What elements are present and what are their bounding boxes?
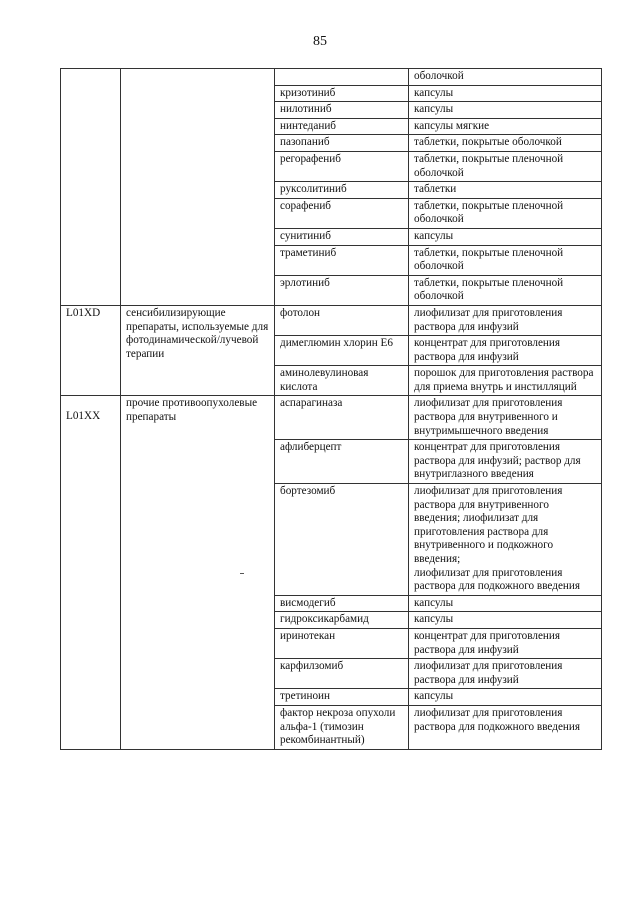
dosage-form-cell: лиофилизат для приготовления раствора для инфузий bbox=[409, 659, 602, 689]
drug-name-cell: фотолон bbox=[275, 305, 409, 335]
drug-name-cell: кризотиниб bbox=[275, 85, 409, 102]
drug-name-cell: иринотекан bbox=[275, 628, 409, 658]
dosage-form-cell: таблетки, покрытые пленочной оболочкой bbox=[409, 275, 602, 305]
dosage-form-cell: капсулы bbox=[409, 228, 602, 245]
group-title-cell: прочие противоопухолевые препараты bbox=[121, 396, 275, 749]
dosage-form-cell: таблетки, покрытые пленочной оболочкой bbox=[409, 151, 602, 181]
dosage-form-cell: капсулы bbox=[409, 595, 602, 612]
drug-name-cell: траметиниб bbox=[275, 245, 409, 275]
drug-name-cell: афлиберцепт bbox=[275, 440, 409, 484]
dosage-form-cell: концентрат для приготовления раствора для инфузий; раствор для внутриглазного введения bbox=[409, 440, 602, 484]
dosage-form-cell: лиофилизат для приготовления раствора для внутривенного и внутримышечного введения bbox=[409, 396, 602, 440]
drug-name-cell: эрлотиниб bbox=[275, 275, 409, 305]
dosage-form-cell bbox=[409, 484, 602, 596]
dosage-form-cell: капсулы bbox=[409, 689, 602, 706]
dosage-form-cell: таблетки bbox=[409, 182, 602, 199]
drug-name-cell: аспарагиназа bbox=[275, 396, 409, 440]
dosage-form-cell: лиофилизат для приготовления раствора для инфузий bbox=[409, 305, 602, 335]
dosage-form-cell: концентрат для приготовления раствора для инфузий bbox=[409, 336, 602, 366]
drug-name-cell: висмодегиб bbox=[275, 595, 409, 612]
table-row bbox=[61, 305, 602, 335]
drug-name-cell: сунитиниб bbox=[275, 228, 409, 245]
drug-name-cell: пазопаниб bbox=[275, 135, 409, 152]
dosage-form-cell: капсулы мягкие bbox=[409, 118, 602, 135]
drug-name-cell: третиноин bbox=[275, 689, 409, 706]
dosage-form-cell: лиофилизат для приготовления раствора для подкожного введения bbox=[409, 705, 602, 749]
drug-name-cell: нинтеданиб bbox=[275, 118, 409, 135]
scan-mark bbox=[240, 573, 244, 574]
atc-code-cell: L01XD bbox=[61, 305, 121, 396]
atc-code-text: L01XX bbox=[66, 410, 101, 423]
drug-name-cell bbox=[275, 69, 409, 86]
dosage-form-cell: капсулы bbox=[409, 102, 602, 119]
group-title-cell: сенсибилизирующие препараты, используемые для фотодинамической/лучевой терапии bbox=[121, 305, 275, 396]
drug-name-cell: карфилзомиб bbox=[275, 659, 409, 689]
code-cell-empty bbox=[61, 69, 121, 306]
page-number: 85 bbox=[313, 34, 327, 49]
group-cell-empty bbox=[121, 69, 275, 306]
drug-name-cell: сорафениб bbox=[275, 198, 409, 228]
dosage-form-cell: таблетки, покрытые пленочной оболочкой bbox=[409, 198, 602, 228]
dosage-form-cell: оболочкой bbox=[409, 69, 602, 86]
drug-name-cell: бортезомиб bbox=[275, 484, 409, 596]
dosage-form-cell: капсулы bbox=[409, 612, 602, 629]
table-row bbox=[61, 396, 602, 440]
dosage-form-cell: капсулы bbox=[409, 85, 602, 102]
dosage-form-text: лиофилизат для приготовления раствора для внутривенного введения; лиофилизат для приготовления раствора для внутривенного и подкожного введения; bbox=[414, 485, 563, 565]
drug-name-cell: регорафениб bbox=[275, 151, 409, 181]
drug-name-cell: аминолевулиновая кислота bbox=[275, 366, 409, 396]
drug-name-cell: руксолитиниб bbox=[275, 182, 409, 199]
dosage-form-text-extra: лиофилизат для приготовления раствора для подкожного введения bbox=[414, 566, 581, 593]
drug-list-table bbox=[60, 68, 602, 750]
drug-name-cell: нилотиниб bbox=[275, 102, 409, 119]
dosage-form-cell: таблетки, покрытые пленочной оболочкой bbox=[409, 245, 602, 275]
drug-name-cell: гидроксикарбамид bbox=[275, 612, 409, 629]
drug-name-cell: димеглюмин хлорин Е6 bbox=[275, 336, 409, 366]
table-row bbox=[61, 69, 602, 86]
dosage-form-cell: концентрат для приготовления раствора для инфузий bbox=[409, 628, 602, 658]
dosage-form-cell: порошок для приготовления раствора для приема внутрь и инстилляций bbox=[409, 366, 602, 396]
atc-code-cell bbox=[61, 396, 121, 749]
drug-name-cell: фактор некроза опухоли альфа-1 (тимозин рекомбинантный) bbox=[275, 705, 409, 749]
dosage-form-cell: таблетки, покрытые оболочкой bbox=[409, 135, 602, 152]
